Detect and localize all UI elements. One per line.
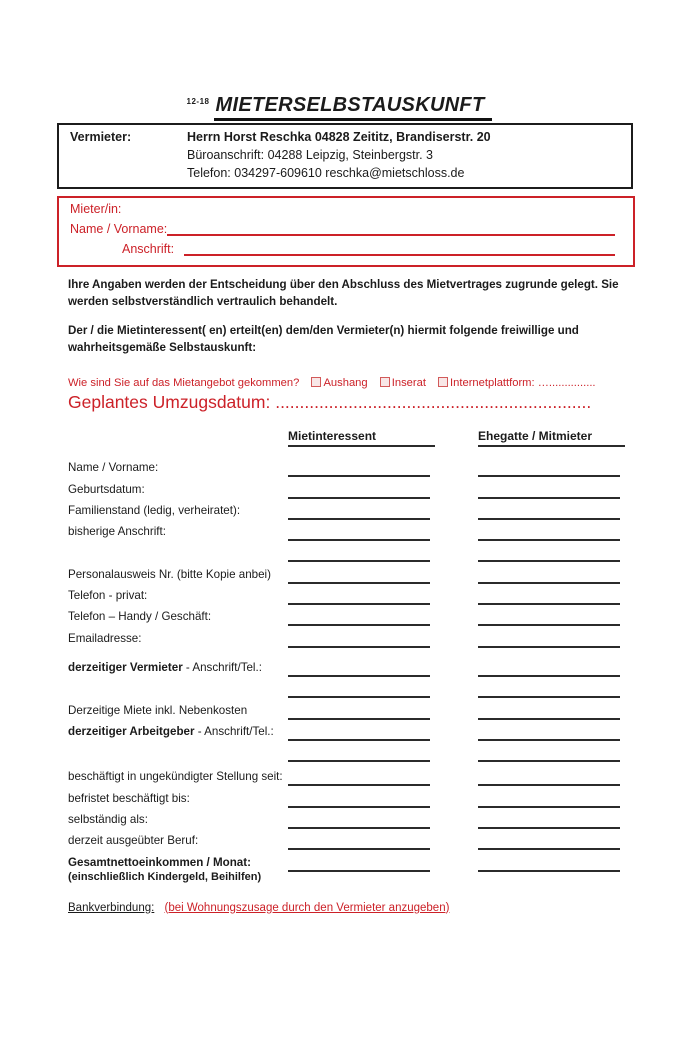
checkbox-icon [438,377,448,387]
row-label-text: Emailadresse: [68,631,142,645]
ehegatte-blank-line [478,765,620,786]
ehegatte-blank-line [478,741,620,762]
form-section [68,456,679,562]
row-label-text: derzeit ausgeübter Beruf: [68,834,199,848]
row-label [68,855,288,883]
row-label [68,661,288,677]
row-label-bold: Gesamtnettoeinkommen / Monat: [68,855,251,869]
ehegatte-blank-line [478,562,620,583]
form-row [68,656,679,677]
survey-question: Wie sind Sie auf das Mietangebot gekommen? [68,377,300,389]
row-label-text: Telefon – Handy / Geschäft: [68,610,212,624]
ehegatte-blank-line [478,541,620,562]
vermieter-name-line: Herrn Horst Reschka 04828 Zeititz, Brandiserstr. 20 [187,130,491,144]
mietinteressent-blank-line [288,850,430,871]
vermieter-label: Vermieter: [70,130,132,144]
table-header-row [68,429,679,447]
ehegatte-blank-line [478,698,620,719]
mietinteressent-blank-line [288,584,430,605]
vermieter-phone-line: Telefon: 034297-609610 reschka@mietschloss.de [187,166,465,180]
ehegatte-blank-line [478,829,620,850]
form-section [68,562,679,647]
row-label-text: Telefon - privat: [68,589,148,603]
intro-paragraph-1: Ihre Angaben werden der Entscheidung über den Abschluss des Mietvertrages zugrunde gelegt. Sie werden selbstverständlich vertraulich behandelt. [68,278,619,308]
form-row [68,786,679,807]
mietinteressent-blank-line [288,499,430,520]
ehegatte-blank-line [478,520,620,541]
column-header-mietinteressent: Mietinteressent [288,429,435,447]
mietinteressent-blank-line [288,541,430,562]
vermieter-office-line: Büroanschrift: 04288 Leipzig, Steinbergstr. 3 [187,148,433,162]
vermieter-address [187,128,491,182]
form-row [68,605,679,626]
survey-dotted-line: …............... [537,377,596,389]
mietinteressent-blank-line [288,829,430,850]
survey-option-internetplattform: Internetplattform: [438,377,535,389]
mieter-name-blank-line [167,220,615,236]
row-label [68,568,288,584]
row-label [68,610,288,626]
mietinteressent-blank-line [288,520,430,541]
row-label-text: selbständig als: [68,813,148,827]
mietinteressent-blank-line [288,656,430,677]
form-row [68,541,679,562]
form-row [68,720,679,741]
row-label [68,770,288,786]
table-header-spacer [68,429,288,447]
row-label-text: - Anschrift/Tel.: [182,660,262,674]
row-label-text: beschäftigt in ungekündigter Stellung seit: [68,770,283,784]
mietinteressent-blank-line [288,786,430,807]
survey-option-inserat: Inserat [380,377,426,389]
vermieter-box [57,123,633,189]
mietinteressent-blank-line [288,677,430,698]
row-sub-label: (einschließlich Kindergeld, Beihilfen) [68,870,262,883]
row-label [68,695,288,698]
form-row [68,456,679,477]
column-header-ehegatte: Ehegatte / Mitmieter [478,429,625,447]
bank-label: Bankverbindung: [68,901,155,914]
mieter-name-label: Name / Vorname: [70,222,168,236]
doc-code: 12-18 [186,97,210,106]
mietinteressent-blank-line [288,477,430,498]
survey-option-aushang: Aushang [311,377,367,389]
row-label-text: Familienstand (ledig, verheiratet): [68,503,241,517]
ehegatte-blank-line [478,605,620,626]
row-label-bold: derzeitiger Arbeitgeber [68,724,195,738]
ehegatte-blank-line [478,477,620,498]
ehegatte-blank-line [478,499,620,520]
row-label [68,759,288,762]
form-section [68,765,679,883]
ehegatte-blank-line [478,677,620,698]
form-row [68,850,679,883]
form-row [68,677,679,698]
form-row [68,808,679,829]
checkbox-icon [380,377,390,387]
mieter-address-label: Anschrift: [122,242,175,256]
form-row [68,562,679,583]
row-label [68,559,288,562]
ehegatte-blank-line [478,786,620,807]
form-row [68,741,679,762]
mietinteressent-blank-line [288,456,430,477]
row-label-text: Personalausweis Nr. (bitte Kopie anbei) [68,567,271,581]
mietinteressent-blank-line [288,562,430,583]
mieter-heading: Mieter/in: [70,202,122,216]
form-row [68,499,679,520]
mietinteressent-blank-line [288,626,430,647]
checkbox-icon [311,377,321,387]
ehegatte-blank-line [478,584,620,605]
row-label [68,725,288,741]
row-label-text: Name / Vorname: [68,461,159,475]
moving-date-label: Geplantes Umzugsdatum: [68,392,271,412]
row-label-text: Derzeitige Miete inkl. Nebenkosten [68,703,248,717]
ehegatte-blank-line [478,808,620,829]
row-label-text: bisherige Anschrift: [68,525,166,539]
row-label [68,704,288,720]
mietinteressent-blank-line [288,765,430,786]
bank-note: (bei Wohnungszusage durch den Vermieter anzugeben) [164,901,450,914]
row-label [68,632,288,648]
form-row [68,477,679,498]
row-label [68,792,288,808]
row-label-text: Geburtsdatum: [68,482,145,496]
mieter-address-blank-line [184,240,615,256]
mietinteressent-blank-line [288,698,430,719]
form-row [68,765,679,786]
ehegatte-blank-line [478,720,620,741]
form-row [68,520,679,541]
moving-date-dotted-line: ................................................................. [275,392,592,412]
mietinteressent-blank-line [288,741,430,762]
survey-line [68,377,679,389]
row-label [68,589,288,605]
ehegatte-blank-line [478,850,620,871]
intro-paragraph-2: Der / die Mietinteressent( en) erteilt(en) dem/den Vermieter(n) hiermit folgende freiwillige und wahrheitsgemäße Selbstauskunft: [68,324,579,354]
mietinteressent-blank-line [288,808,430,829]
document-header [0,94,679,121]
mietinteressent-blank-line [288,720,430,741]
row-label-text: - Anschrift/Tel.: [194,724,274,738]
mieter-name-row [70,220,615,236]
form-rows [68,456,679,883]
row-label [68,461,288,477]
ehegatte-blank-line [478,626,620,647]
mieter-address-row [70,240,615,256]
row-label [68,525,288,541]
row-label-text: befristet beschäftigt bis: [68,791,190,805]
mietinteressent-blank-line [288,605,430,626]
form-row [68,626,679,647]
form-row [68,829,679,850]
scanned-form-page [0,94,679,1054]
form-row [68,698,679,719]
mieter-box [57,196,635,267]
ehegatte-blank-line [478,456,620,477]
bank-line [68,902,679,914]
row-label-bold: derzeitiger Vermieter [68,660,183,674]
ehegatte-blank-line [478,656,620,677]
row-label [68,483,288,499]
form-section [68,656,679,762]
row-label [68,504,288,520]
form-row [68,584,679,605]
row-label [68,813,288,829]
row-label [68,834,288,850]
moving-date-line [68,392,679,413]
page-title: MIETERSELBSTAUSKUNFT [214,94,493,121]
